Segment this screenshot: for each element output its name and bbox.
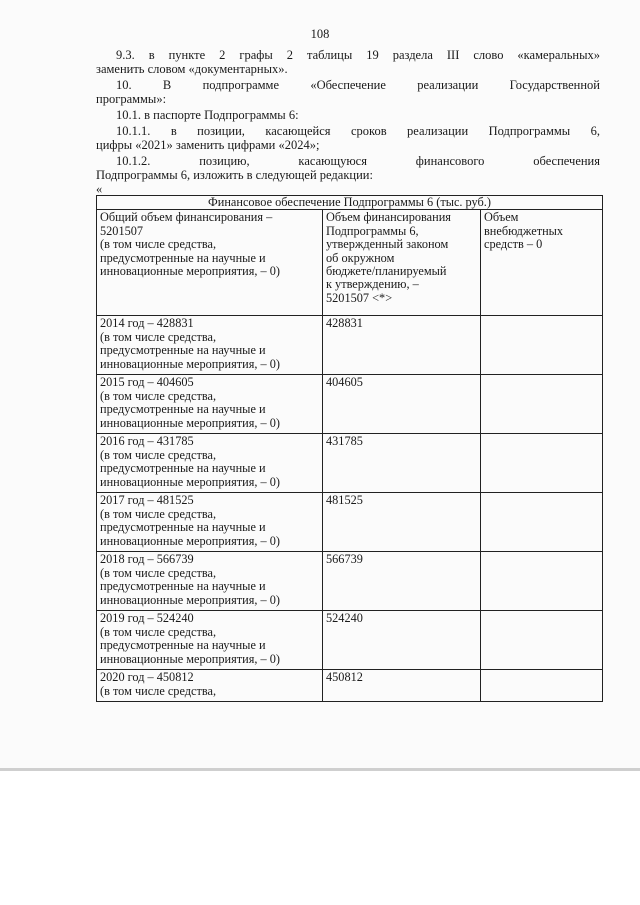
year-note: (в том числе средства, [100, 565, 217, 580]
paragraph-10-1-1-line-2: цифры «2021» заменить цифрами «2024»; [96, 138, 320, 152]
header-extrabudget-line: внебюджетных [484, 223, 564, 238]
year-note: (в том числе средства, [100, 447, 217, 462]
amount-cell: 524240 [323, 611, 481, 670]
table-row [97, 493, 603, 552]
scan-edge [0, 768, 640, 771]
year-note: предусмотренные на научные и [100, 461, 266, 476]
header-budget-line: Объем финансирования [326, 210, 451, 225]
year-cell [97, 670, 323, 702]
amount-cell: 481525 [323, 493, 481, 552]
year-note: предусмотренные на научные и [100, 579, 266, 594]
financing-table [96, 195, 603, 702]
amount-cell: 566739 [323, 552, 481, 611]
paragraph-9-3-line-2: заменить словом «документарных». [96, 62, 288, 76]
header-total-line: Общий объем финансирования – [100, 210, 273, 225]
year-label: 2016 год – 431785 [100, 434, 194, 449]
year-note: инновационные мероприятия, – 0) [100, 533, 280, 548]
paragraph-10-1-2-line-2: Подпрограммы 6, изложить в следующей редакции: [96, 168, 373, 182]
table-row [97, 670, 603, 702]
year-cell [97, 493, 323, 552]
year-note: инновационные мероприятия, – 0) [100, 592, 280, 607]
header-budget-line: бюджете/планируемый [326, 264, 447, 279]
amount-cell: 450812 [323, 670, 481, 702]
year-label: 2017 год – 481525 [100, 493, 194, 508]
extrabudget-cell [481, 316, 603, 375]
year-note: предусмотренные на научные и [100, 520, 266, 535]
amount-cell: 431785 [323, 434, 481, 493]
year-label: 2018 год – 566739 [100, 552, 194, 567]
year-label: 2020 год – 450812 [100, 670, 194, 685]
year-cell [97, 375, 323, 434]
header-total-cell [97, 210, 323, 316]
table-row [97, 552, 603, 611]
table-row [97, 611, 603, 670]
header-extrabudget-line: Объем [484, 210, 519, 225]
extrabudget-cell [481, 670, 603, 702]
paragraph-10-1-1-line-1: 10.1.1. в позиции, касающейся сроков реализации Подпрограммы 6, [116, 124, 600, 138]
year-cell [97, 316, 323, 375]
header-budget-line: к утверждению, – [326, 277, 419, 292]
header-total-line: инновационные мероприятия, – 0) [100, 264, 280, 279]
year-note: инновационные мероприятия, – 0) [100, 415, 280, 430]
year-note: инновационные мероприятия, – 0) [100, 356, 280, 371]
extrabudget-cell [481, 375, 603, 434]
year-note: инновационные мероприятия, – 0) [100, 474, 280, 489]
header-extrabudget-line: средств – 0 [484, 237, 543, 252]
year-note: предусмотренные на научные и [100, 343, 266, 358]
year-cell [97, 434, 323, 493]
year-label: 2015 год – 404605 [100, 375, 194, 390]
extrabudget-cell [481, 493, 603, 552]
amount-cell: 428831 [323, 316, 481, 375]
header-budget-cell [323, 210, 481, 316]
paragraph-10-line-1: 10. В подпрограмме «Обеспечение реализации Государственной [116, 78, 600, 92]
header-total-line: предусмотренные на научные и [100, 250, 266, 265]
table-header-row [97, 210, 603, 316]
header-budget-line: Подпрограммы 6, [326, 223, 419, 238]
year-note: предусмотренные на научные и [100, 402, 266, 417]
extrabudget-cell [481, 611, 603, 670]
year-note: инновационные мероприятия, – 0) [100, 651, 280, 666]
paragraph-10-1-2-line-1: 10.1.2. позицию, касающуюся финансового обеспечения [116, 154, 600, 168]
year-note: (в том числе средства, [100, 388, 217, 403]
year-note: (в том числе средства, [100, 683, 217, 698]
header-total-line: 5201507 [100, 223, 144, 238]
year-cell [97, 552, 323, 611]
header-extrabudget-cell [481, 210, 603, 316]
page-number: 108 [310, 27, 330, 41]
header-budget-line: об окружном [326, 250, 395, 265]
table-row [97, 434, 603, 493]
year-note: (в том числе средства, [100, 329, 217, 344]
header-budget-line: 5201507 <*> [326, 290, 393, 305]
paragraph-9-3-line-1: 9.3. в пункте 2 графы 2 таблицы 19 раздела III слово «камеральных» [116, 48, 600, 62]
header-budget-line: утвержденный законом [326, 237, 449, 252]
year-note: (в том числе средства, [100, 506, 217, 521]
paragraph-10-1: 10.1. в паспорте Подпрограммы 6: [116, 108, 299, 122]
opening-quote: « [96, 182, 103, 196]
year-note: (в том числе средства, [100, 624, 217, 639]
year-label: 2014 год – 428831 [100, 316, 194, 331]
header-total-line: (в том числе средства, [100, 237, 217, 252]
table-row [97, 375, 603, 434]
paragraph-10-line-2: программы»: [96, 92, 167, 106]
extrabudget-cell [481, 552, 603, 611]
year-cell [97, 611, 323, 670]
extrabudget-cell [481, 434, 603, 493]
table-row [97, 316, 603, 375]
table-caption: Финансовое обеспечение Подпрограммы 6 (тыс. руб.) [97, 196, 603, 210]
amount-cell: 404605 [323, 375, 481, 434]
year-note: предусмотренные на научные и [100, 638, 266, 653]
year-label: 2019 год – 524240 [100, 611, 194, 626]
